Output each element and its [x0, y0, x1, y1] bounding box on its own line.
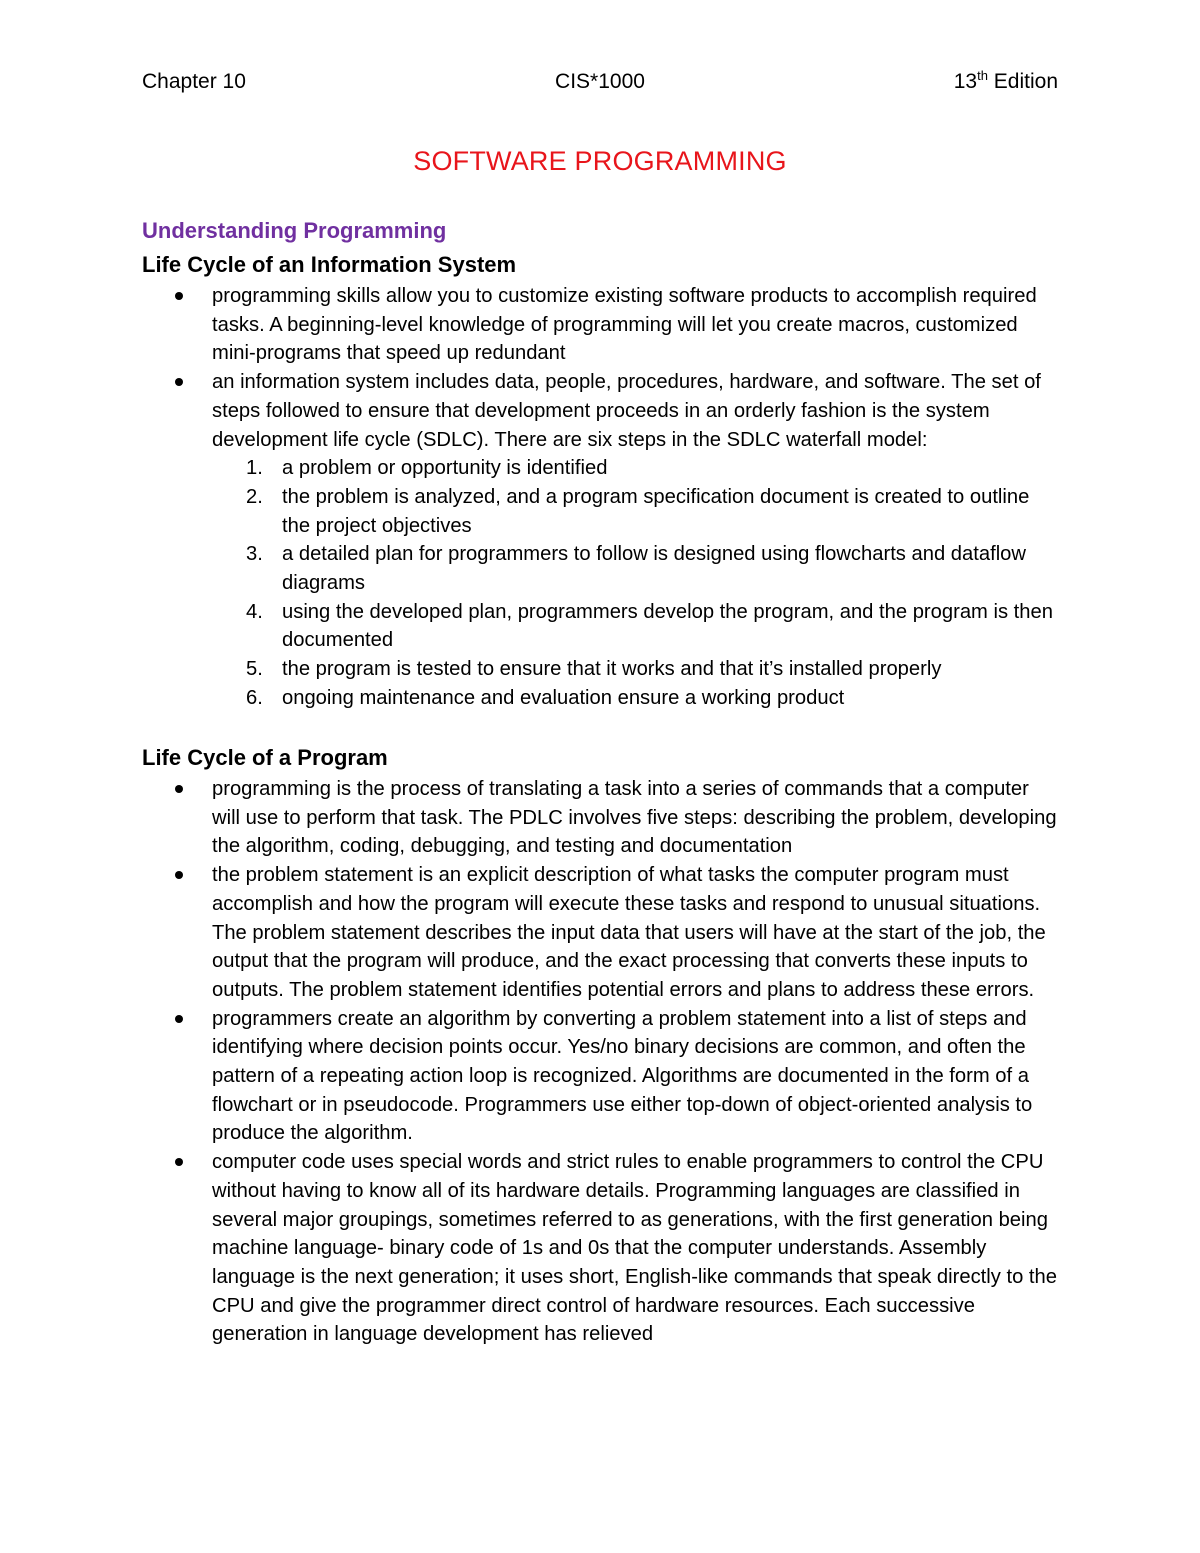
list-item: [142, 1148, 1062, 1349]
list-item: [142, 540, 1062, 597]
bullet-text: an information system includes data, people, procedures, hardware, and software. The set of steps followed to ensure that development proceeds in an orderly fashion is the system development life cycle (SDLC). There are six steps in the SDLC waterfall model:: [212, 371, 1041, 451]
bullet-text: computer code uses special words and strict rules to enable programmers to control the CPU without having to know all of its hardware details. Programming languages are classified in several major groupings, sometimes referred to as generations, with the first generation being machine language- binary code of 1s and 0s that the computer understands. Assembly language is the next generation; it uses short, English-like commands that speak directly to the CPU and give the programmer direct control of hardware resources. Each successive generation in language development has relieved: [212, 1151, 1057, 1346]
sdlc-steps: [142, 454, 1062, 712]
edition-word: Edition: [987, 70, 1058, 93]
step-text: a detailed plan for programmers to follow is designed using flowcharts and dataflow diagrams: [282, 543, 1026, 595]
step-number: 1.: [246, 457, 263, 480]
bullet-icon: [175, 378, 183, 386]
step-text: a problem or opportunity is identified: [282, 457, 608, 480]
step-text: using the developed plan, programmers develop the program, and the program is then documented: [282, 600, 1053, 652]
list-item: [142, 1005, 1062, 1149]
section-heading: Understanding Programming: [142, 218, 447, 243]
list-item: [142, 655, 1062, 684]
page-header: [142, 70, 1058, 100]
program-bullets: [142, 775, 1062, 1349]
bullet-icon: [175, 785, 183, 793]
list-item: [142, 775, 1062, 861]
program-heading: Life Cycle of a Program: [142, 745, 388, 770]
bullet-icon: [175, 1015, 183, 1023]
bullet-icon: [175, 1158, 183, 1166]
step-text: the program is tested to ensure that it works and that it’s installed properly: [282, 658, 942, 681]
bullet-icon: [175, 292, 183, 300]
step-text: the problem is analyzed, and a program specification document is created to outline the project objectives: [282, 485, 1030, 537]
bullet-text: programming is the process of translating a task into a series of commands that a computer will use to perform that task. The PDLC involves five steps: describing the problem, developing the algorithm, coding, debugging, and testing and documentation: [212, 778, 1057, 858]
header-course-code: CIS*1000: [555, 70, 645, 93]
edition-suffix: th: [977, 68, 988, 83]
list-item: [142, 282, 1062, 368]
header-chapter: Chapter 10: [142, 70, 246, 93]
list-item: [142, 368, 1062, 712]
step-text: ongoing maintenance and evaluation ensure a working product: [282, 686, 845, 709]
header-edition: [954, 70, 1058, 94]
bullet-text: the problem statement is an explicit description of what tasks the computer program must accomplish and how the program will execute these tasks and respond to unusual situations. The problem statement describes the input data that users will have at the start of the job, the output that the program will produce, and the exact processing that converts these inputs to outputs. The problem statement identifies potential errors and plans to address these errors.: [212, 864, 1046, 1001]
step-number: 2.: [246, 485, 263, 508]
step-number: 5.: [246, 658, 263, 681]
edition-number: 13: [953, 70, 978, 93]
document-title: SOFTWARE PROGRAMMING: [413, 146, 787, 176]
list-item: [142, 598, 1062, 655]
step-number: 3.: [246, 543, 263, 566]
bullet-text: programming skills allow you to customize existing software products to accomplish required tasks. A beginning-level knowledge of programming will let you create macros, customized mini-programs that speed up redundant: [212, 285, 1037, 365]
info-system-heading: Life Cycle of an Information System: [142, 252, 517, 277]
list-item: [142, 483, 1062, 540]
step-number: 6.: [246, 686, 263, 709]
info-system-bullets: [142, 282, 1062, 713]
bullet-icon: [175, 871, 183, 879]
step-number: 4.: [246, 600, 263, 623]
list-item: [142, 684, 1062, 713]
bullet-text: programmers create an algorithm by converting a problem statement into a list of steps and identifying where decision points occur. Yes/no binary decisions are common, and often the pattern of a repeating action loop is recognized. Algorithms are documented in the form of a flowchart or in pseudocode. Programmers use either top-down of object-oriented analysis to produce the algorithm.: [212, 1007, 1033, 1145]
list-item: [142, 861, 1062, 1005]
list-item: [142, 454, 1062, 483]
